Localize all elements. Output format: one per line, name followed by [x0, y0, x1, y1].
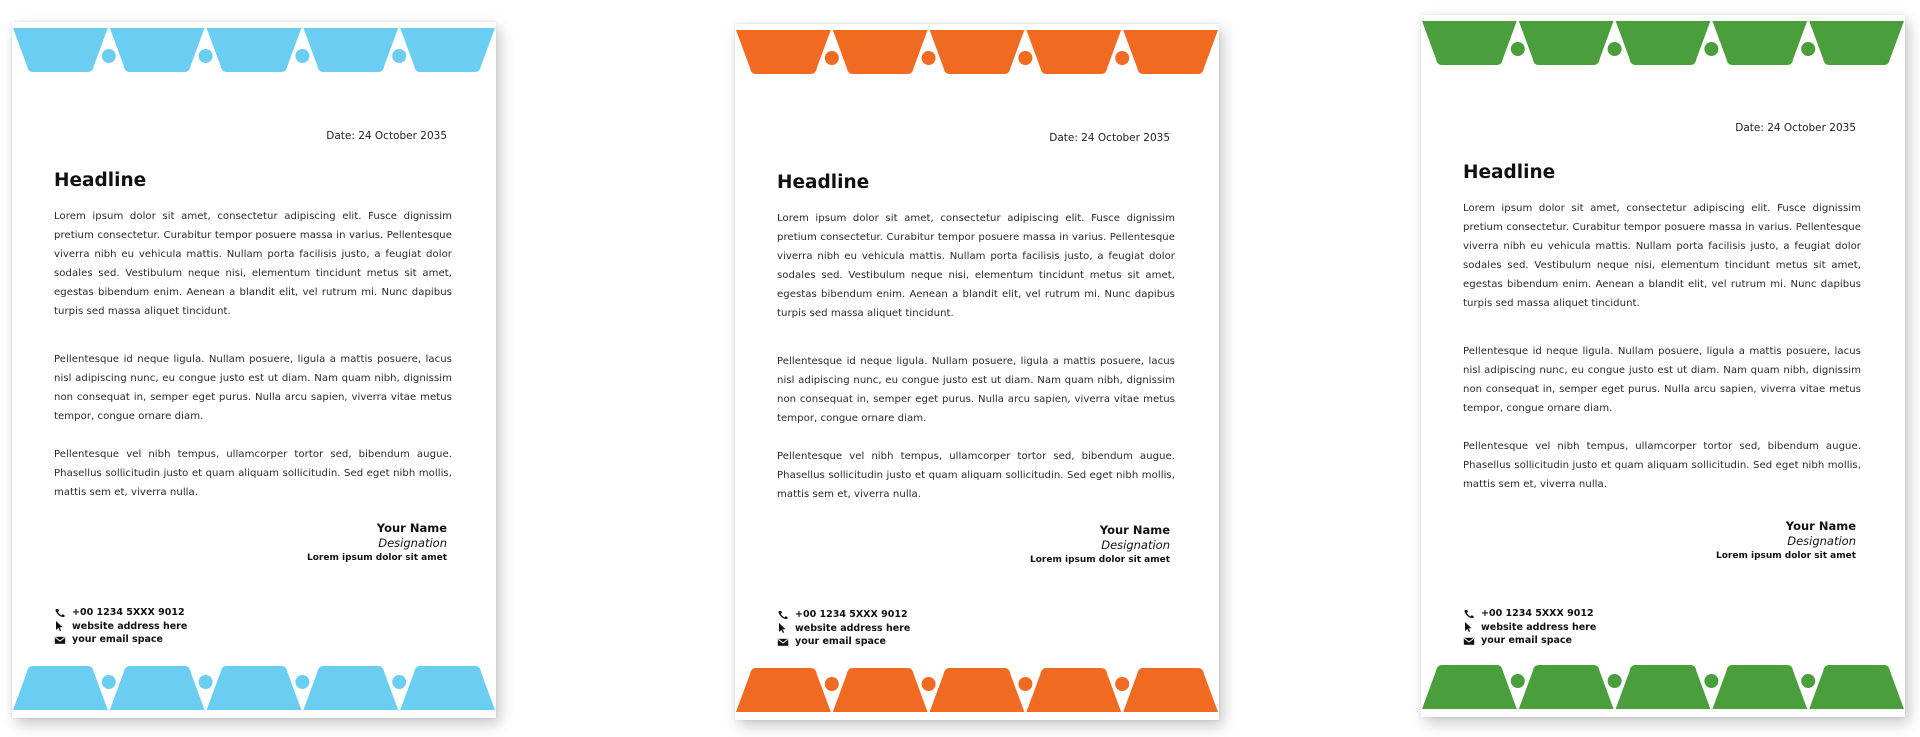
- envelope-icon: [1463, 636, 1475, 646]
- bottom-ribbon: [12, 666, 496, 710]
- ribbon-tab: [110, 28, 205, 72]
- contact-email: [1463, 634, 1596, 648]
- ribbon-tab: [930, 30, 1025, 74]
- ribbon-tab: [1422, 665, 1517, 709]
- top-ribbon: [1421, 21, 1905, 65]
- ribbon-dot: [392, 675, 406, 689]
- ribbon-dot: [922, 51, 936, 65]
- signature-line: Lorem ipsum dolor sit amet: [1030, 555, 1170, 565]
- ribbon-tab: [736, 30, 831, 74]
- contact-website: [1463, 621, 1596, 635]
- bottom-ribbon: [735, 668, 1219, 712]
- ribbon-tab: [13, 28, 108, 72]
- ribbon-tab: [1422, 21, 1517, 65]
- ribbon-tab: [833, 30, 928, 74]
- body-paragraph-1: Lorem ipsum dolor sit amet, consectetur adipiscing elit. Fusce dignissim pretium consectetur. Curabitur tempor posuere massa in varius. Pellentesque viverra nibh eu vehicula mattis. Nullam porta facilisis justo, a feugiat dolor sodales sed. Vestibulum neque nisi, elementum tincidunt metus sit amet, egestas bibendum enim. Aenean a blandit elit, vel rutrum mi. Nunc dapibus turpis sed massa aliquet tincidunt.: [1463, 203, 1861, 309]
- contact-email: [54, 633, 187, 647]
- contact-phone: [1463, 607, 1596, 621]
- envelope-icon: [54, 635, 66, 645]
- date-text: Date: 24 October 2035: [326, 130, 447, 142]
- signature-line: Lorem ipsum dolor sit amet: [307, 553, 447, 563]
- ribbon-tab: [833, 668, 928, 712]
- ribbon-tab: [1616, 665, 1711, 709]
- body-paragraph-2: Pellentesque id neque ligula. Nullam posuere, ligula a mattis posuere, lacus nisl adipiscing nunc, eu congue justo est ut diam. Nam quam nibh, dignissim non consequat in, semper eget purus. Nulla arcu sapien, viverra vitae metus tempor, congue ornare diam.: [777, 356, 1175, 424]
- ribbon-tab: [1712, 21, 1807, 65]
- ribbon-tab: [1519, 665, 1614, 709]
- ribbon-dot: [1115, 51, 1129, 65]
- ribbon-dot: [922, 677, 936, 691]
- ribbon-dot: [295, 49, 309, 63]
- contact-website: [777, 622, 910, 636]
- ribbon-dot: [1511, 42, 1525, 56]
- contact-email-text: your email space: [1481, 635, 1572, 647]
- phone-icon: [777, 610, 789, 620]
- ribbon-dot: [825, 51, 839, 65]
- ribbon-dot: [1801, 42, 1815, 56]
- signature-designation: Designation: [1101, 538, 1170, 552]
- bottom-ribbon: [1421, 665, 1905, 709]
- ribbon-tab: [207, 28, 302, 72]
- ribbon-tab: [736, 668, 831, 712]
- ribbon-tab: [1519, 21, 1614, 65]
- top-ribbon: [12, 28, 496, 72]
- contact-phone: [777, 608, 910, 622]
- ribbon-tab: [1123, 668, 1218, 712]
- letterhead-orange: [735, 24, 1219, 720]
- contact-phone-text: +00 1234 5XXX 9012: [1481, 608, 1594, 620]
- ribbon-dot: [1704, 42, 1718, 56]
- ribbon-tab: [1809, 665, 1904, 709]
- ribbon-tab: [1616, 21, 1711, 65]
- ribbon-dot: [1704, 674, 1718, 688]
- signature-designation: Designation: [378, 536, 447, 550]
- headline: Headline: [54, 170, 147, 191]
- contact-phone-text: +00 1234 5XXX 9012: [72, 607, 185, 619]
- headline: Headline: [777, 172, 870, 193]
- contact-list: [777, 608, 910, 649]
- signature-block: [1716, 519, 1856, 563]
- ribbon-tab: [1026, 668, 1121, 712]
- signature-designation: Designation: [1787, 534, 1856, 548]
- letterhead-blue: [12, 22, 496, 718]
- cursor-icon: [1463, 622, 1475, 632]
- ribbon-tab: [1809, 21, 1904, 65]
- signature-name: Your Name: [1785, 519, 1856, 533]
- ribbon-tab: [400, 666, 495, 710]
- contact-website-text: website address here: [795, 622, 911, 634]
- contact-phone: [54, 606, 187, 620]
- ribbon-tab: [930, 668, 1025, 712]
- contact-website-text: website address here: [72, 620, 188, 632]
- letterhead-green: [1421, 15, 1905, 717]
- contact-website-text: website address here: [1481, 621, 1597, 633]
- ribbon-tab: [400, 28, 495, 72]
- ribbon-dot: [1018, 51, 1032, 65]
- body-paragraph-1: Lorem ipsum dolor sit amet, consectetur adipiscing elit. Fusce dignissim pretium consectetur. Curabitur tempor posuere massa in varius. Pellentesque viverra nibh eu vehicula mattis. Nullam porta facilisis justo, a feugiat dolor sodales sed. Vestibulum neque nisi, elementum tincidunt metus sit amet, egestas bibendum enim. Aenean a blandit elit, vel rutrum mi. Nunc dapibus turpis sed massa aliquet tincidunt.: [54, 211, 452, 317]
- date-text: Date: 24 October 2035: [1049, 132, 1170, 144]
- ribbon-tab: [207, 666, 302, 710]
- contact-email-text: your email space: [795, 636, 886, 648]
- phone-icon: [1463, 609, 1475, 619]
- contact-phone-text: +00 1234 5XXX 9012: [795, 609, 908, 621]
- top-ribbon: [735, 30, 1219, 74]
- ribbon-tab: [110, 666, 205, 710]
- ribbon-tab: [303, 28, 398, 72]
- contact-email-text: your email space: [72, 634, 163, 646]
- cursor-icon: [777, 623, 789, 633]
- ribbon-dot: [102, 49, 116, 63]
- body-paragraph-3: Pellentesque vel nibh tempus, ullamcorper tortor sed, bibendum augue. Phasellus sollicitudin justo et quam aliquam sollicitudin. Sed eget nibh mollis, mattis sem et, viverra nulla.: [1463, 441, 1861, 490]
- ribbon-dot: [199, 49, 213, 63]
- envelope-icon: [777, 637, 789, 647]
- phone-icon: [54, 608, 66, 618]
- ribbon-tab: [1123, 30, 1218, 74]
- signature-name: Your Name: [1099, 523, 1170, 537]
- ribbon-tab: [1026, 30, 1121, 74]
- ribbon-dot: [1018, 677, 1032, 691]
- ribbon-tab: [303, 666, 398, 710]
- ribbon-dot: [1608, 42, 1622, 56]
- contact-website: [54, 620, 187, 634]
- contact-list: [54, 606, 187, 647]
- cursor-icon: [54, 621, 66, 631]
- ribbon-dot: [392, 49, 406, 63]
- signature-name: Your Name: [376, 521, 447, 535]
- ribbon-dot: [1115, 677, 1129, 691]
- date-text: Date: 24 October 2035: [1735, 122, 1856, 134]
- ribbon-tab: [13, 666, 108, 710]
- ribbon-dot: [825, 677, 839, 691]
- ribbon-dot: [1801, 674, 1815, 688]
- signature-line: Lorem ipsum dolor sit amet: [1716, 551, 1856, 561]
- ribbon-dot: [1608, 674, 1622, 688]
- contact-email: [777, 635, 910, 649]
- signature-block: [307, 521, 447, 565]
- ribbon-dot: [199, 675, 213, 689]
- contact-list: [1463, 607, 1596, 648]
- body-paragraph-3: Pellentesque vel nibh tempus, ullamcorper tortor sed, bibendum augue. Phasellus sollicitudin justo et quam aliquam sollicitudin. Sed eget nibh mollis, mattis sem et, viverra nulla.: [777, 451, 1175, 500]
- body-paragraph-2: Pellentesque id neque ligula. Nullam posuere, ligula a mattis posuere, lacus nisl adipiscing nunc, eu congue justo est ut diam. Nam quam nibh, dignissim non consequat in, semper eget purus. Nulla arcu sapien, viverra vitae metus tempor, congue ornare diam.: [1463, 346, 1861, 414]
- ribbon-tab: [1712, 665, 1807, 709]
- ribbon-dot: [295, 675, 309, 689]
- signature-block: [1030, 523, 1170, 567]
- ribbon-dot: [1511, 674, 1525, 688]
- body-paragraph-1: Lorem ipsum dolor sit amet, consectetur adipiscing elit. Fusce dignissim pretium consectetur. Curabitur tempor posuere massa in varius. Pellentesque viverra nibh eu vehicula mattis. Nullam porta facilisis justo, a feugiat dolor sodales sed. Vestibulum neque nisi, elementum tincidunt metus sit amet, egestas bibendum enim. Aenean a blandit elit, vel rutrum mi. Nunc dapibus turpis sed massa aliquet tincidunt.: [777, 213, 1175, 319]
- body-paragraph-3: Pellentesque vel nibh tempus, ullamcorper tortor sed, bibendum augue. Phasellus sollicitudin justo et quam aliquam sollicitudin. Sed eget nibh mollis, mattis sem et, viverra nulla.: [54, 449, 452, 498]
- ribbon-dot: [102, 675, 116, 689]
- headline: Headline: [1463, 162, 1556, 183]
- body-paragraph-2: Pellentesque id neque ligula. Nullam posuere, ligula a mattis posuere, lacus nisl adipiscing nunc, eu congue justo est ut diam. Nam quam nibh, dignissim non consequat in, semper eget purus. Nulla arcu sapien, viverra vitae metus tempor, congue ornare diam.: [54, 354, 452, 422]
